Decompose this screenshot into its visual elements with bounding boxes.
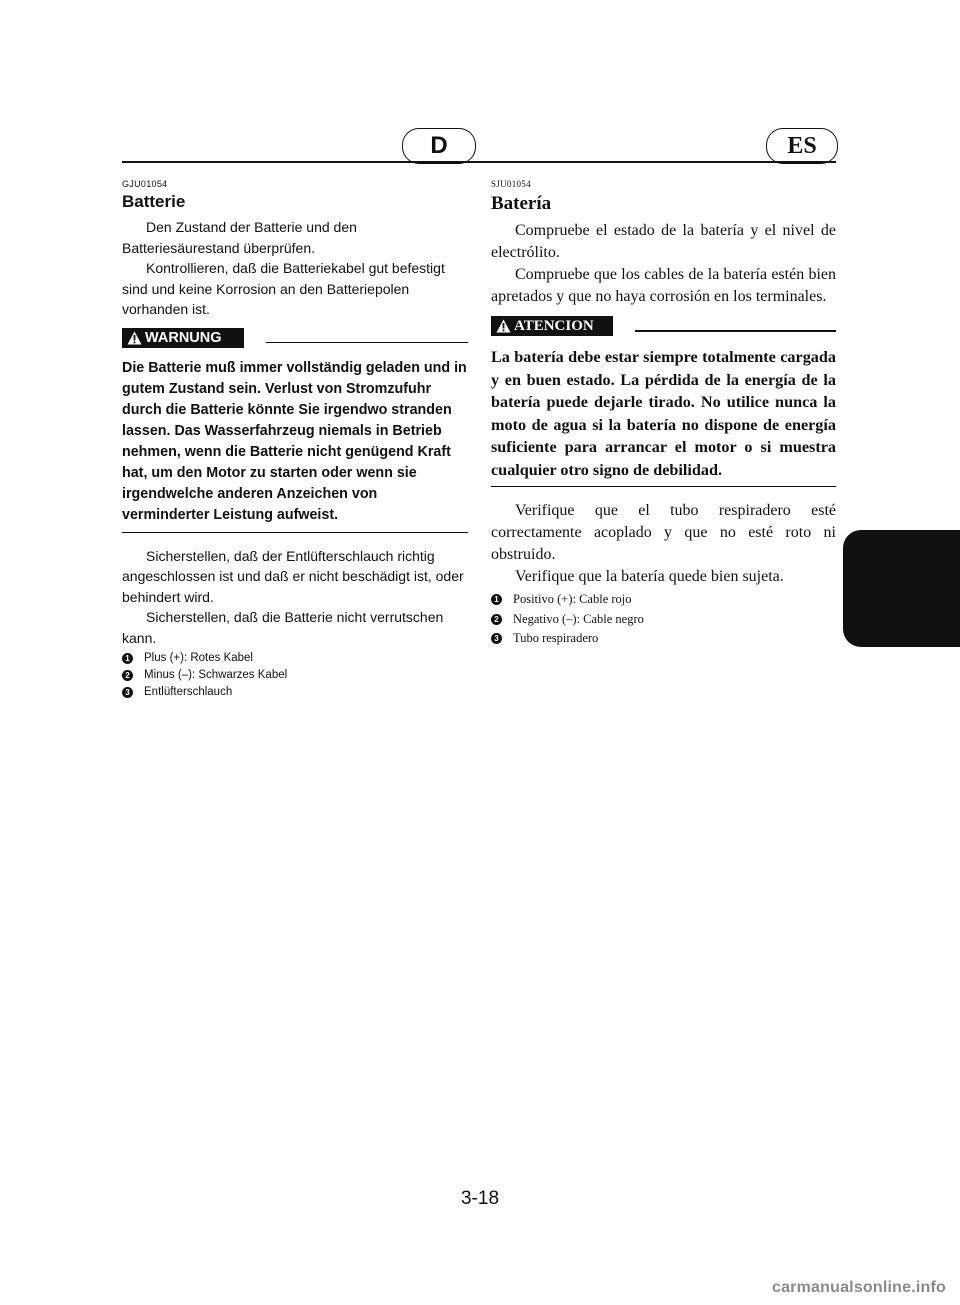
- warning-badge: [122, 328, 244, 348]
- legend-item: [122, 684, 468, 701]
- check-paragraph: Verifique que el tubo respiradero esté correctamente acoplado y que no esté roto ni obstruido.: [491, 502, 836, 563]
- section-code: GJU01054: [122, 179, 168, 189]
- legend-list: [122, 650, 468, 701]
- legend-list: [491, 590, 836, 649]
- intro-paragraph: Kontrollieren, daß die Batteriekabel gut befestigt sind und keine Korrosion an den Batteriepolen vorhanden ist.: [122, 260, 445, 317]
- watermark-link[interactable]: carmanualsonline.info: [771, 1279, 946, 1296]
- warning-header: [491, 316, 836, 336]
- legend-text: Minus (–): Schwarzes Kabel: [144, 669, 288, 681]
- legend-text: Entlüfterschlauch: [144, 686, 233, 698]
- section-title: Batterie: [122, 192, 186, 211]
- legend-item: [122, 667, 468, 684]
- language-tab-german: [402, 128, 476, 164]
- legend-number: 1: [491, 594, 502, 605]
- check-paragraph: Verifique que la batería quede bien sujeta.: [515, 568, 784, 585]
- legend-number: 3: [491, 633, 502, 644]
- legend-item: [491, 629, 836, 649]
- section-code: SJU01054: [491, 179, 531, 189]
- language-tab-spanish-label: ES: [787, 132, 817, 159]
- check-paragraph: Sicherstellen, daß die Batterie nicht verrutschen kann.: [122, 609, 444, 646]
- warning-label: WARNUNG: [145, 329, 222, 346]
- german-column: [122, 178, 468, 701]
- spanish-column: [491, 178, 836, 649]
- header-rule: [122, 161, 836, 163]
- intro-paragraph: Compruebe que los cables de la batería estén bien apretados y que no haya corrosión en los terminales.: [491, 266, 836, 305]
- legend-text: Negativo (–): Cable negro: [513, 611, 644, 626]
- legend-item: [491, 610, 836, 630]
- section-title: Batería: [491, 193, 552, 214]
- language-tab-german-label: D: [430, 132, 448, 159]
- legend-text: Plus (+): Rotes Kabel: [144, 652, 253, 664]
- warning-rule: [266, 342, 468, 344]
- legend-item: [122, 650, 468, 667]
- language-tab-spanish: [766, 128, 838, 164]
- intro-paragraph: Den Zustand der Batterie und den Batteriesäurestand überprüfen.: [122, 219, 357, 256]
- legend-number: 3: [122, 687, 133, 698]
- page-number: 3-18: [460, 1188, 500, 1209]
- warning-text: Die Batterie muß immer vollständig geladen und in gutem Zustand sein. Verlust von Stromzufuhr durch die Batterie könnte Sie irgendwo stranden lassen. Das Wasserfahrzeug niemals in Betrieb nehmen, wenn die Batterie nicht genügend Kraft hat, um den Motor zu starten oder wenn sie irgendwelche anderen Anzeichen von verminderter Leistung aufweist.: [122, 358, 468, 533]
- warning-header: [122, 328, 468, 348]
- warning-rule: [635, 330, 836, 332]
- legend-text: Tubo respiradero: [513, 631, 599, 645]
- intro-paragraph: Compruebe el estado de la batería y el nivel de electrólito.: [491, 222, 836, 261]
- check-paragraph: Sicherstellen, daß der Entlüfterschlauch richtig angeschlossen ist und daß er nicht beschädigt ist, oder behindert wird.: [122, 547, 464, 605]
- warning-triangle-icon: [496, 319, 511, 333]
- warning-text: La batería debe estar siempre totalmente cargada y en buen estado. La pérdida de la energía de la batería puede dejarle tirado. No utilice nunca la moto de agua si la batería no dispone de energía suficiente para arrancar el motor o si muestra cualquier otro signo de debilidad.: [491, 346, 836, 487]
- legend-text: Positivo (+): Cable rojo: [513, 592, 632, 606]
- warning-triangle-icon: [127, 331, 142, 345]
- legend-number: 2: [491, 614, 502, 625]
- legend-number: 1: [122, 653, 133, 664]
- legend-item: [491, 590, 836, 610]
- warning-label: ATENCION: [514, 317, 594, 334]
- legend-number: 2: [122, 670, 133, 681]
- chapter-thumb-tab: [843, 530, 960, 647]
- warning-badge: [491, 316, 613, 336]
